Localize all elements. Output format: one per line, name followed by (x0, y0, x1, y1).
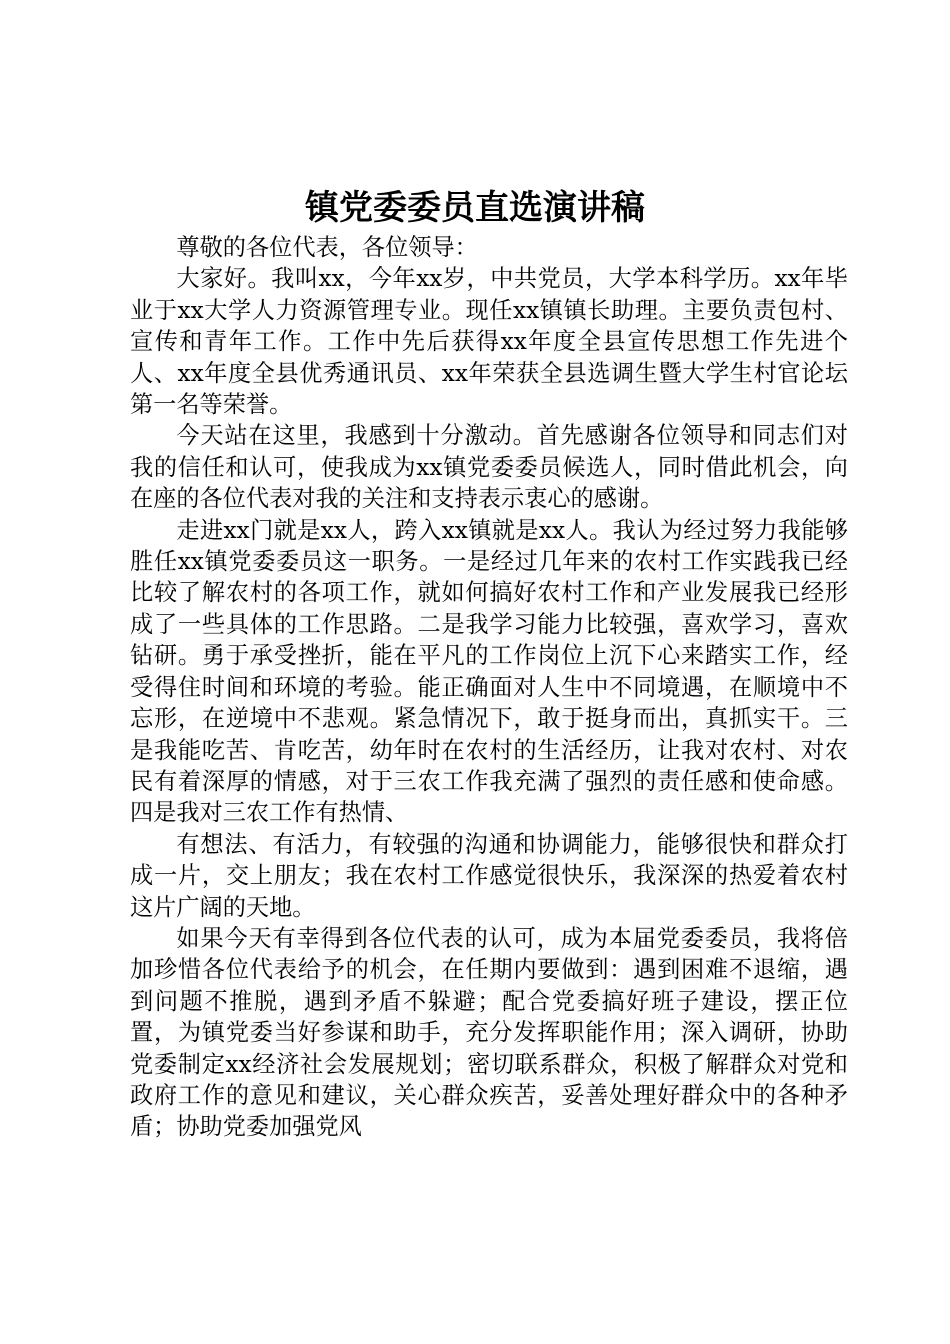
salutation-paragraph: 尊敬的各位代表，各位领导： (176, 234, 478, 261)
qualification-paragraph: 走进xx门就是xx人，跨入xx镇就是xx人。我认为经过努力我能够胜任xx镇党委委员这一职务。一是经过几年来的农村工作实践我已经比较了解农村的各项工作，就如何搞好农村工作和产业发展我已经形成了一些具体的工作思路。二是我学习能力比较强，喜欢学习，喜欢钻研。勇于承受挫折，能在平凡的工作岗位上沉下心来踏实工作，经受得住时间和环境的考验。能正确面对人生中不同境遇，在顺境中不忘形，在逆境中不悲观。紧急情况下，敢于挺身而出，真抓实干。三是我能吃苦、肯吃苦，幼年时在农村的生活经历，让我对农村、对农民有着深厚的情感，对于三农工作我充满了强烈的责任感和使命感。四是我对三农工作有热情、 (130, 516, 848, 827)
commitment-paragraph: 如果今天有幸得到各位代表的认可，成为本届党委委员，我将倍加珍惜各位代表给予的机会，在任期内要做到：遇到困难不退缩，遇到问题不推脱，遇到矛盾不躲避；配合党委搞好班子建设，摆正位置，为镇党委当好参谋和助手，充分发挥职能作用；深入调研，协助党委制定xx经济社会发展规划；密切联系群众，积极了解群众对党和政府工作的意见和建议，关心群众疾苦，妥善处理好群众中的各种矛盾；协助党委加强党风 (130, 924, 848, 1141)
introduction-paragraph: 大家好。我叫xx，今年xx岁，中共党员，大学本科学历。xx年毕业于xx大学人力资源管理专业。现任xx镇镇长助理。主要负责包村、宣传和青年工作。工作中先后获得xx年度全县宣传思想工作先进个人、xx年度全县优秀通讯员、xx年荣获全县选调生暨大学生村官论坛第一名等荣誉。 (130, 265, 848, 419)
document-title: 镇党委委员直选演讲稿 (305, 188, 645, 228)
document-body (130, 232, 848, 1143)
continuation-paragraph: 有想法、有活力，有较强的沟通和协调能力，能够很快和群众打成一片，交上朋友；我在农村工作感觉很快乐，我深深的热爱着农村这片广阔的天地。 (130, 830, 848, 921)
gratitude-paragraph: 今天站在这里，我感到十分激动。首先感谢各位领导和同志们对我的信任和认可，使我成为xx镇党委委员候选人，同时借此机会，向在座的各位代表对我的关注和支持表示衷心的感谢。 (130, 422, 848, 513)
